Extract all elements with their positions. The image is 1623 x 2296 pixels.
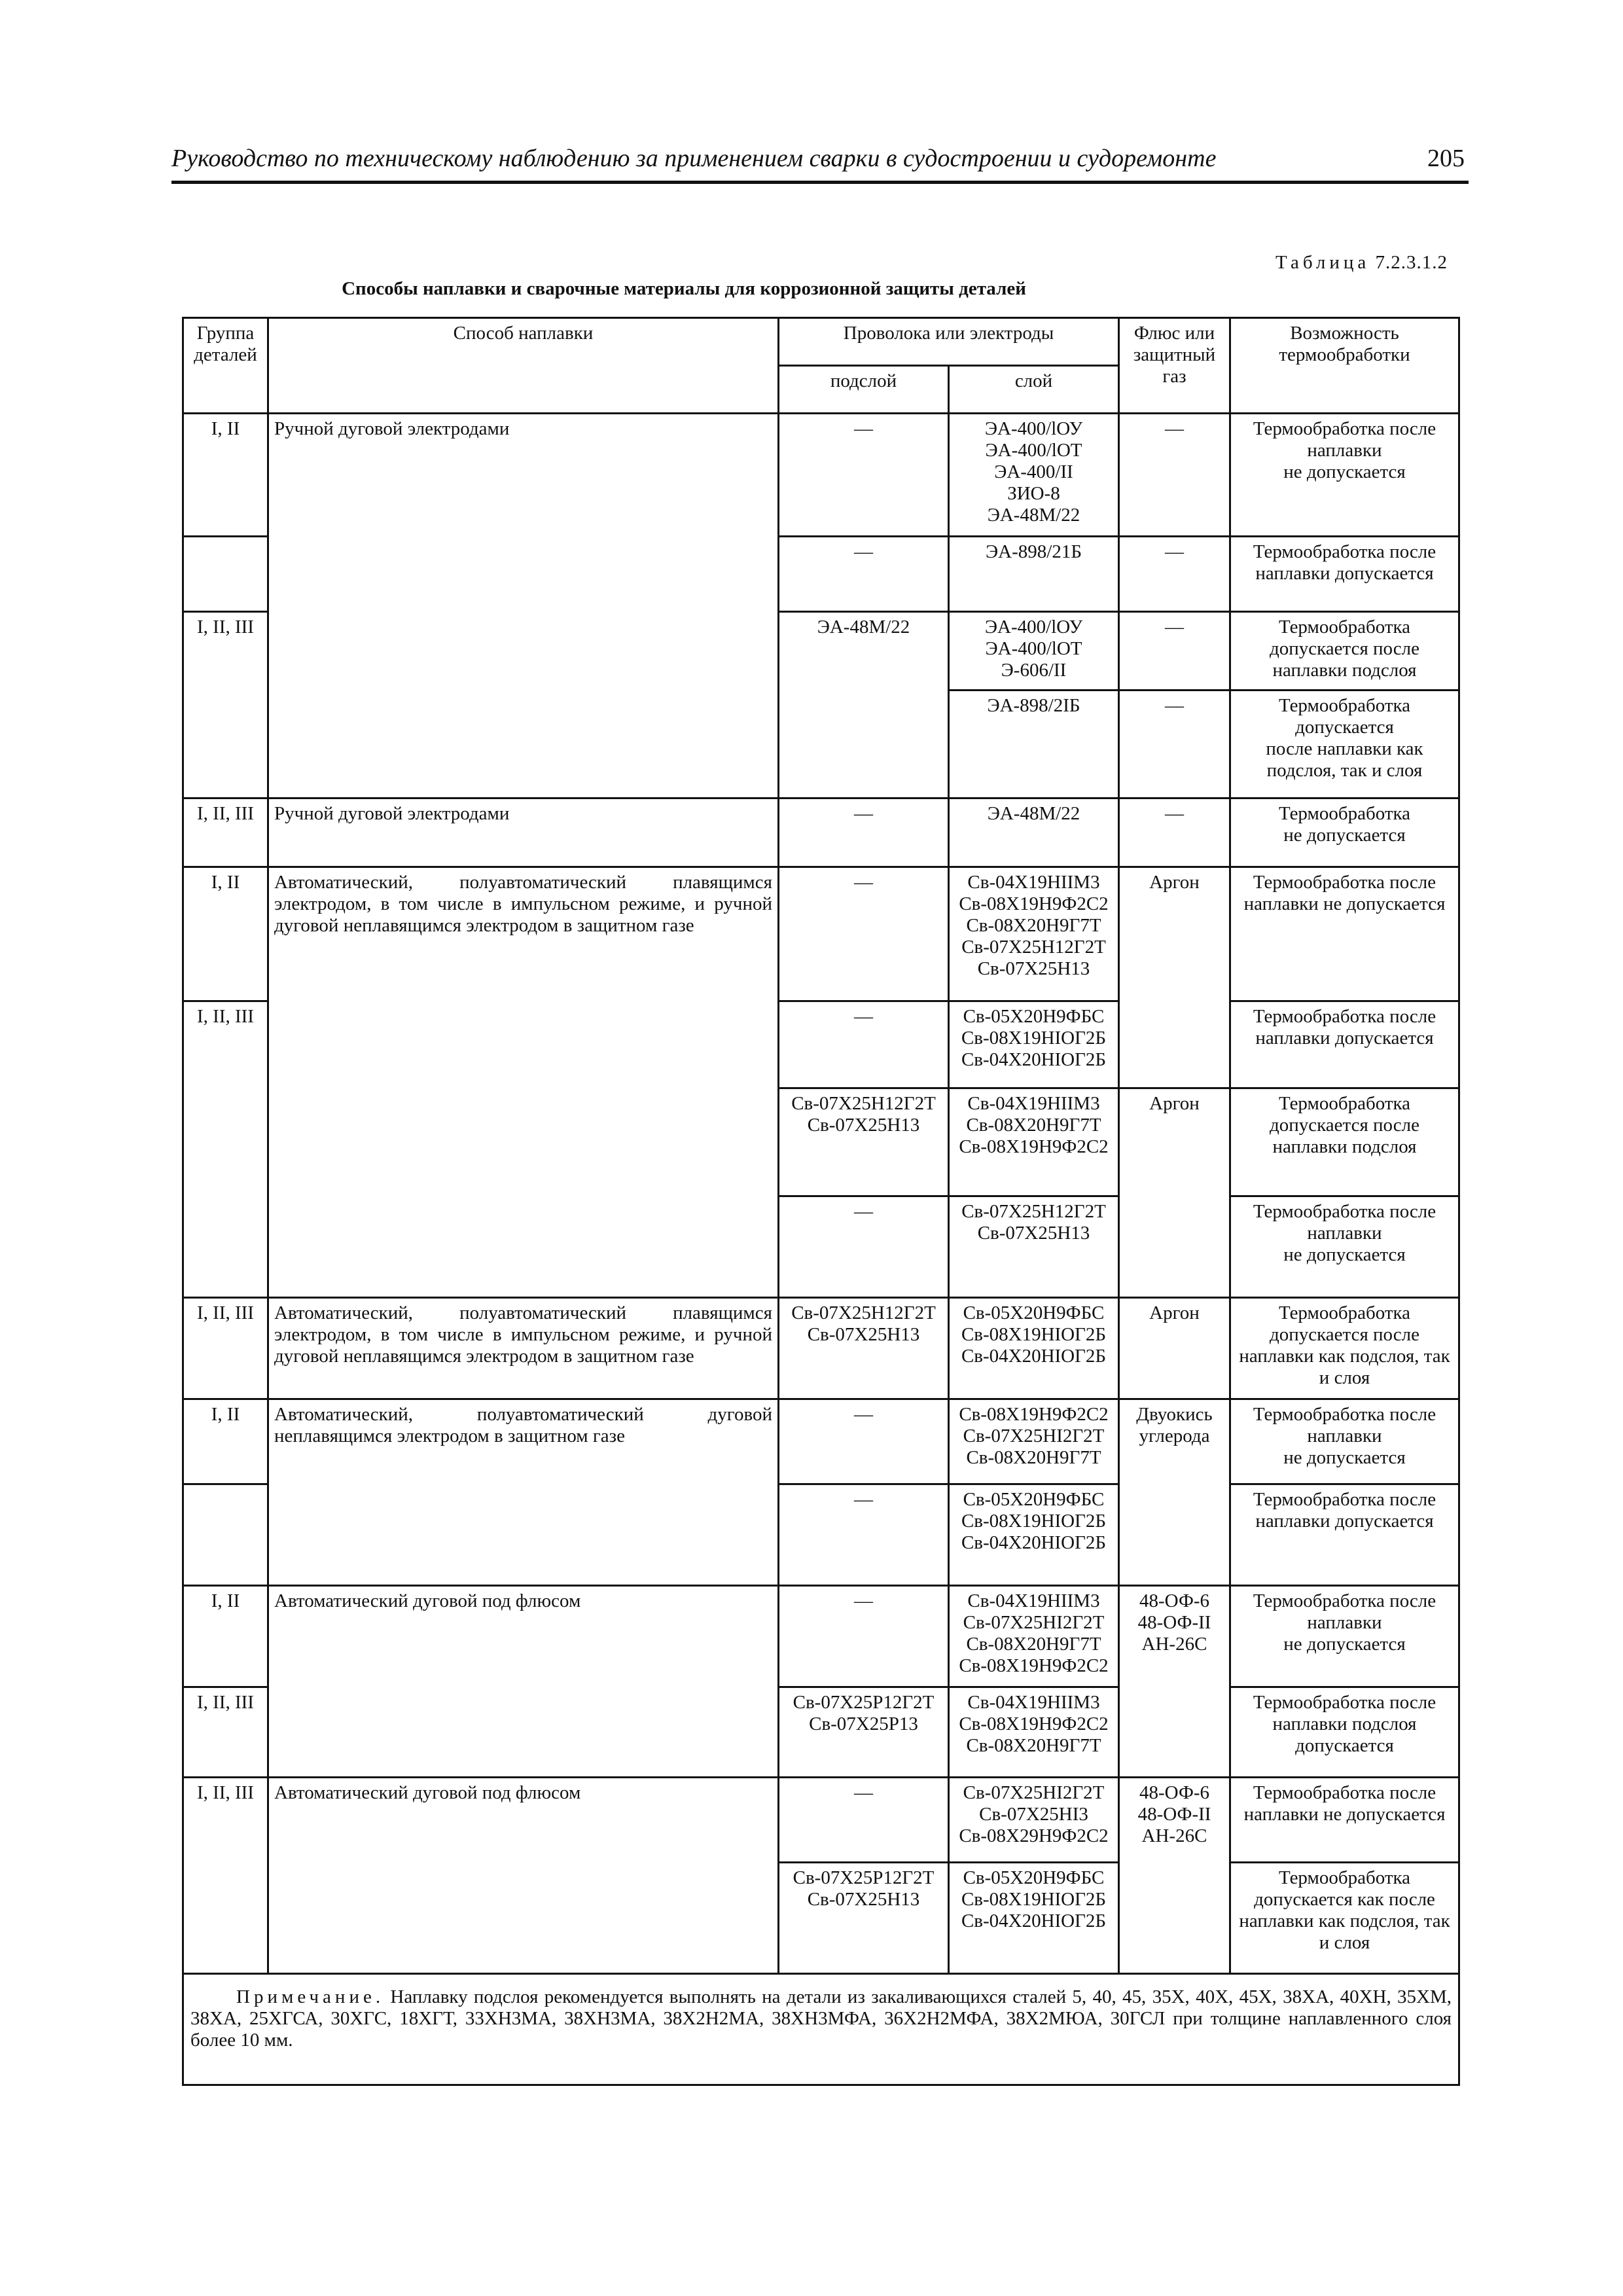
sublayer-cell: — — [779, 1001, 949, 1088]
table-row — [183, 1399, 1459, 1484]
layer-cell: Св-04Х19НIIМ3 Св-08Х20Н9Г7Т Св-08Х19Н9Ф2С2 — [949, 1088, 1119, 1196]
sublayer-cell: — — [779, 1586, 949, 1687]
page-number: 205 — [1427, 145, 1465, 172]
sublayer-cell: — — [779, 1399, 949, 1484]
col-header-wire: Проволока или электроды — [779, 318, 1119, 366]
heat-cell: Термообработка после наплавки не допускается — [1230, 867, 1459, 1001]
sublayer-cell: Св-07Х25Н12Г2Т Св-07Х25Н13 — [779, 1298, 949, 1399]
layer-cell: Св-08Х19Н9Ф2С2 Св-07Х25НI2Г2Т Св-08Х20Н9Г7Т — [949, 1399, 1119, 1484]
col-header-layer: слой — [949, 366, 1119, 414]
sublayer-cell: Св-07Х25Р12Г2Т Св-07Х25Р13 — [779, 1687, 949, 1778]
method-cell: Ручной дуговой электродами — [268, 414, 779, 798]
method-cell: Автоматический дуговой под флюсом — [268, 1778, 779, 1974]
layer-cell: Св-07Х25Н12Г2Т Св-07Х25Н13 — [949, 1196, 1119, 1298]
heat-cell: Термообработка после наплавки не допускается — [1230, 1399, 1459, 1484]
method-cell: Автоматический дуговой под флюсом — [268, 1586, 779, 1778]
group-cell: I, II, III — [183, 612, 268, 798]
group-cell: I, II — [183, 867, 268, 1001]
heat-cell: Термообработка допускается после наплавки подслоя — [1230, 1088, 1459, 1196]
table-row — [183, 798, 1459, 867]
layer-cell: Св-04Х19НIIМ3 Св-08Х19Н9Ф2С2 Св-08Х20Н9Г7Т — [949, 1687, 1119, 1778]
col-header-heat: Возможность термообработки — [1230, 318, 1459, 414]
layer-cell: ЭА-400/lОУ ЭА-400/lОТ Э-606/II — [949, 612, 1119, 691]
method-cell: Автоматический, полуавтоматический плавящимся электродом, в том числе в импульсном режиме, и ручной дуговой неплавящимся электродом в защитном газе — [268, 1298, 779, 1399]
group-cell — [183, 537, 268, 612]
note-row — [183, 1974, 1459, 2085]
heat-cell: Термообработка после наплавки не допускается — [1230, 414, 1459, 537]
table-row — [183, 1778, 1459, 1863]
heat-cell: Термообработка после наплавки допускается — [1230, 537, 1459, 612]
materials-table — [182, 317, 1460, 2086]
flux-cell: 48-ОФ-6 48-ОФ-II АН-26С — [1119, 1778, 1230, 1974]
layer-cell: Св-04Х19НIIМ3 Св-07Х25НI2Г2Т Св-08Х20Н9Г7Т Св-08Х19Н9Ф2С2 — [949, 1586, 1119, 1687]
heat-cell: Термообработка после наплавки не допускается — [1230, 1196, 1459, 1298]
table-row — [183, 1298, 1459, 1399]
sublayer-cell: ЭА-48М/22 — [779, 612, 949, 798]
heat-cell: Термообработка после наплавки подслоя допускается — [1230, 1687, 1459, 1778]
group-cell: I, II — [183, 1586, 268, 1687]
header-row — [183, 318, 1459, 366]
table-row — [183, 867, 1459, 1001]
header-title: Руководство по техническому наблюдению за применением сварки в судостроении и судоремонте — [171, 145, 1217, 172]
col-header-sublayer: подслой — [779, 366, 949, 414]
heat-cell: Термообработка допускается после наплавки как подслоя, так и слоя — [1230, 1298, 1459, 1399]
group-cell: I, II, III — [183, 1001, 268, 1298]
flux-cell: — — [1119, 612, 1230, 691]
method-cell: Ручной дуговой электродами — [268, 798, 779, 867]
running-header — [171, 143, 1469, 184]
flux-cell: Двуокись углерода — [1119, 1399, 1230, 1586]
heat-cell: Термообработка после наплавки не допускается — [1230, 1778, 1459, 1863]
group-cell: I, II, III — [183, 1687, 268, 1778]
flux-cell: — — [1119, 414, 1230, 537]
group-cell: I, II, III — [183, 1298, 268, 1399]
note-text: Наплавку подслоя рекомендуется выполнять на детали из закаливающихся сталей 5, 40, 45, 35Х, 40Х, 45Х, 38ХА, 40ХН, 35ХМ, 38ХА, 25ХГСА, 30ХГС, 18ХГТ, 33ХН3МА, 38ХН3МА, 38Х2Н2МА, 38ХН3МФА, 36Х2Н2МФА, 38Х2МЮА, 30ГСЛ при толщине наплавленного слоя более 10 мм. — [190, 1986, 1452, 2051]
flux-cell: — — [1119, 537, 1230, 612]
method-cell: Автоматический, полуавтоматический плавящимся электродом, в том числе в импульсном режиме, и ручной дуговой неплавящимся электродом в защитном газе — [268, 867, 779, 1298]
heat-cell: Термообработка после наплавки допускается — [1230, 1001, 1459, 1088]
table-number — [1275, 252, 1448, 274]
sublayer-cell: — — [779, 537, 949, 612]
sublayer-cell: — — [779, 414, 949, 537]
sublayer-cell: Св-07Х25Н12Г2Т Св-07Х25Н13 — [779, 1088, 949, 1196]
col-header-group: Группа деталей — [183, 318, 268, 414]
sublayer-cell: — — [779, 867, 949, 1001]
col-header-flux: Флюс или защитный газ — [1119, 318, 1230, 414]
note-cell — [183, 1974, 1459, 2085]
table-row — [183, 414, 1459, 537]
layer-cell: Св-05Х20Н9ФБС Св-08Х19НIОГ2Б Св-04Х20НIОГ2Б — [949, 1001, 1119, 1088]
method-cell: Автоматический, полуавтоматический дуговой неплавящимся электродом в защитном газе — [268, 1399, 779, 1586]
sublayer-cell: — — [779, 798, 949, 867]
group-cell: I, II — [183, 414, 268, 537]
heat-cell: Термообработка допускается после наплавки как подслоя, так и слоя — [1230, 691, 1459, 798]
sublayer-cell: Св-07Х25Р12Г2Т Св-07Х25Н13 — [779, 1863, 949, 1974]
flux-cell: Аргон — [1119, 867, 1230, 1088]
flux-cell: Аргон — [1119, 1088, 1230, 1298]
heat-cell: Термообработка после наплавки допускается — [1230, 1484, 1459, 1586]
sublayer-cell: — — [779, 1778, 949, 1863]
heat-cell: Термообработка после наплавки не допускается — [1230, 1586, 1459, 1687]
group-cell — [183, 1484, 268, 1586]
layer-cell: Св-07Х25НI2Г2Т Св-07Х25НI3 Св-08Х29Н9Ф2С2 — [949, 1778, 1119, 1863]
layer-cell: ЭА-48М/22 — [949, 798, 1119, 867]
group-cell: I, II, III — [183, 1778, 268, 1974]
layer-cell: ЭА-400/lОУ ЭА-400/lОТ ЭА-400/II ЗИО-8 ЭА-48М/22 — [949, 414, 1119, 537]
sublayer-cell: — — [779, 1196, 949, 1298]
heat-cell: Термообработка допускается как после наплавки как подслоя, так и слоя — [1230, 1863, 1459, 1974]
layer-cell: Св-05Х20Н9ФБС Св-08Х19НIОГ2Б Св-04Х20НIОГ2Б — [949, 1863, 1119, 1974]
layer-cell: Св-05Х20Н9ФБС Св-08Х19НIОГ2Б Св-04Х20НIОГ2Б — [949, 1298, 1119, 1399]
group-cell: I, II, III — [183, 798, 268, 867]
layer-cell: Св-05Х20Н9ФБС Св-08Х19НIОГ2Б Св-04Х20НIОГ2Б — [949, 1484, 1119, 1586]
sublayer-cell: — — [779, 1484, 949, 1586]
layer-cell: ЭА-898/2IБ — [949, 691, 1119, 798]
table-caption: Способы наплавки и сварочные материалы для коррозионной защиты деталей — [342, 278, 1026, 299]
table-row — [183, 1586, 1459, 1687]
layer-cell: ЭА-898/21Б — [949, 537, 1119, 612]
heat-cell: Термообработка допускается после наплавки подслоя — [1230, 612, 1459, 691]
group-cell: I, II — [183, 1399, 268, 1484]
flux-cell: 48-ОФ-6 48-ОФ-II АН-26С — [1119, 1586, 1230, 1778]
note-label: Примечание. — [236, 1986, 385, 2007]
col-header-method: Способ наплавки — [268, 318, 779, 414]
table-number-prefix: Таблица — [1275, 252, 1370, 273]
heat-cell: Термообработка не допускается — [1230, 798, 1459, 867]
table-number-value: 7.2.3.1.2 — [1375, 252, 1448, 273]
flux-cell: Аргон — [1119, 1298, 1230, 1399]
flux-cell: — — [1119, 798, 1230, 867]
flux-cell: — — [1119, 691, 1230, 798]
layer-cell: Св-04Х19НIIМ3 Св-08Х19Н9Ф2С2 Св-08Х20Н9Г7Т Св-07Х25Н12Г2Т Св-07Х25Н13 — [949, 867, 1119, 1001]
